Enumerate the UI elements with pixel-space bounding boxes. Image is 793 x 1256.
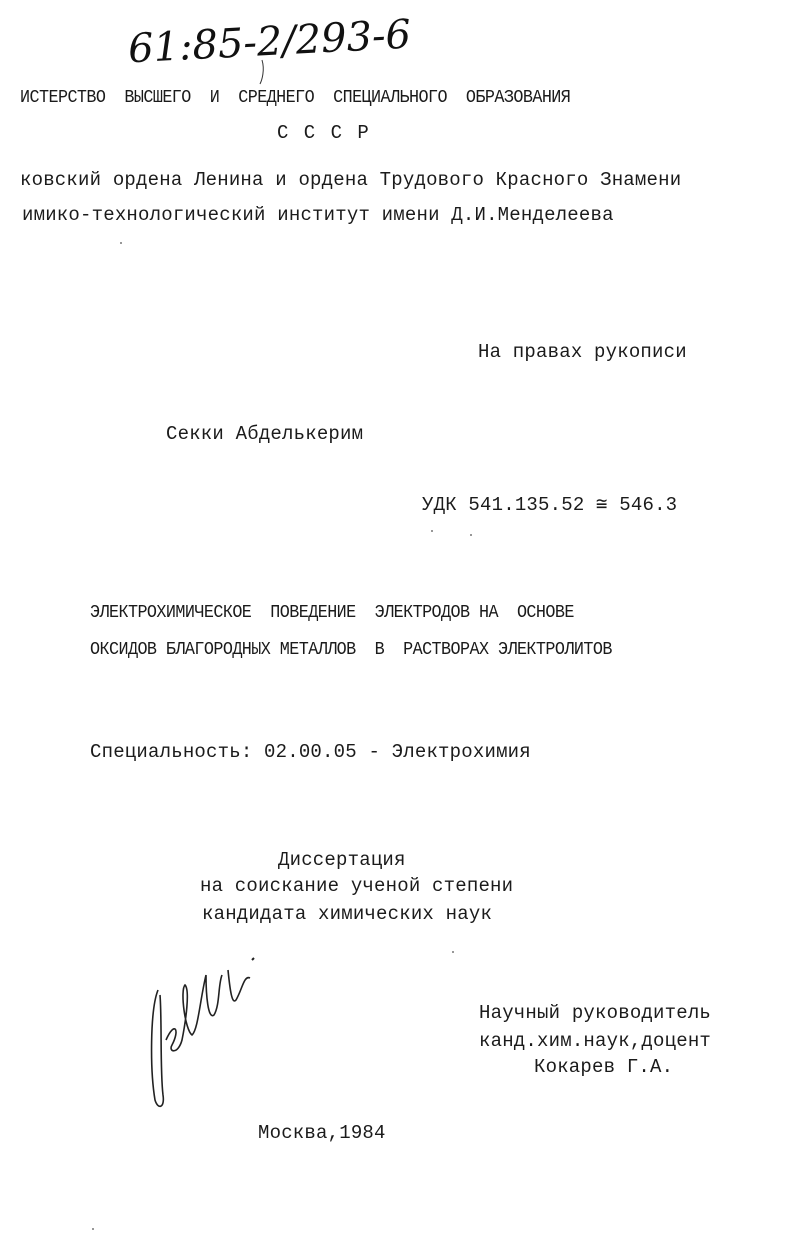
dissertation-title-line-2: ОКСИДОВ БЛАГОРОДНЫХ МЕТАЛЛОВ В РАСТВОРАХ ЭЛЕКТРОЛИТОВ [90,640,612,660]
place-year: Москва,1984 [258,1122,386,1144]
supervisor-title: Научный руководитель [479,1002,712,1024]
dissertation-title-line-1: ЭЛЕКТРОХИМИЧЕСКОЕ ПОВЕДЕНИЕ ЭЛЕКТРОДОВ НА ОСНОВЕ [90,603,574,623]
supervisor-name: Кокарев Г.А. [534,1056,674,1078]
archive-code-handwritten: 61:85-2/293-6 [126,11,413,73]
scan-speck [470,534,472,536]
udc-code: УДК 541.135.52 ≅ 546.3 [422,494,678,516]
specialty: Специальность: 02.00.05 - Электрохимия [90,741,531,763]
institute-line-1: ковский ордена Ленина и ордена Трудового Красного Знамени [20,169,682,191]
author-name: Секки Абделькерим [166,423,364,445]
supervisor-degree: канд.хим.наук,доцент [479,1030,712,1052]
dissertation-degree-line: на соискание ученой степени [200,875,514,897]
manuscript-note: На правах рукописи [478,341,687,363]
dissertation-label: Диссертация [278,849,406,871]
dissertation-science-line: кандидата химических наук [202,903,493,925]
ministry-heading: ИСТЕРСТВО ВЫСШЕГО И СРЕДНЕГО СПЕЦИАЛЬНОГО ОБРАЗОВАНИЯ [20,88,571,108]
country-heading: С С С Р [277,122,371,144]
scan-speck [120,242,122,244]
institute-line-2: имико-технологический институт имени Д.И.Менделеева [22,204,614,226]
scan-speck [431,530,433,532]
scan-speck [92,1228,94,1230]
scan-speck [452,951,454,953]
